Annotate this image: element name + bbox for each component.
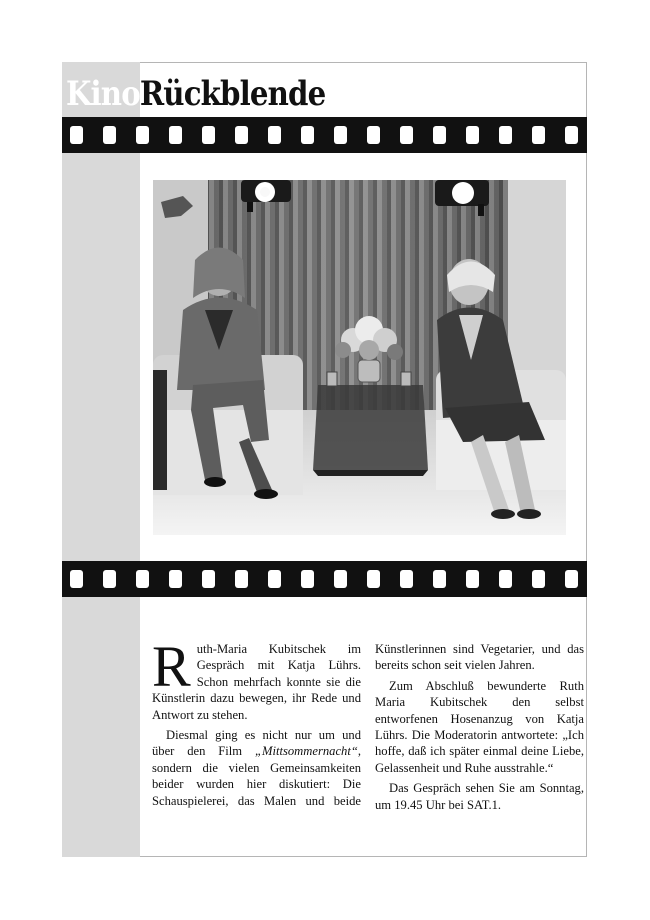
film-sprocket-hole: [565, 126, 578, 144]
film-sprocket-hole: [301, 570, 314, 588]
film-sprocket-hole: [103, 570, 116, 588]
film-sprocket-hole: [433, 570, 446, 588]
film-sprocket-hole: [202, 126, 215, 144]
studio-photo-image: [153, 180, 566, 535]
film-sprocket-hole: [565, 570, 578, 588]
article-paragraph-3: Zum Abschluß bewunderte Ruth Maria Kubitschek den selbst entworfenen Hosenanzug von Katja Lührs. Die Moderatorin antwortete: „Ich hoffe, daß ich später einmal deine Liebe, Gelassenheit und Ruhe ausstrahle.“: [375, 678, 584, 775]
film-sprocket-hole: [268, 126, 281, 144]
film-sprocket-hole: [334, 570, 347, 588]
article-text: [152, 634, 584, 841]
film-sprocket-hole: [400, 126, 413, 144]
film-sprocket-hole: [367, 570, 380, 588]
film-sprocket-hole: [466, 570, 479, 588]
film-sprocket-hole: [235, 126, 248, 144]
article-dropcap: R: [152, 634, 191, 699]
film-sprocket-hole: [400, 570, 413, 588]
film-sprocket-hole: [268, 570, 281, 588]
film-sprocket-hole: [169, 570, 182, 588]
article-paragraph-2-rest: , sondern die vielen Gemeinsamkeiten beider wurden hier diskutiert: Die Schauspielerei, das Malen und beide Künstlerinnen sind Vegetarier, und das bereits schon seit vielen Jahren.: [152, 642, 584, 808]
film-sprocket-hole: [301, 126, 314, 144]
filmstrip-bottom: [62, 561, 587, 597]
film-sprocket-hole: [532, 570, 545, 588]
article-paragraph-1-text: uth-Maria Kubitschek im Gespräch mit Katja Lührs. Schon mehrfach konnte sie die Künstlerin dazu bewegen, ihr Rede und Antwort zu stehen.: [152, 642, 361, 722]
film-sprocket-hole: [70, 570, 83, 588]
glass-table: [313, 372, 428, 476]
headline-kino: Kino: [66, 74, 140, 114]
film-title: „Mittsommernacht“: [254, 744, 358, 759]
article-paragraph-2-lead: Diesmal ging es nicht nur um und über den Film: [152, 728, 361, 759]
film-sprocket-hole: [70, 126, 83, 144]
film-sprocket-hole: [334, 126, 347, 144]
film-sprocket-hole: [103, 126, 116, 144]
film-sprocket-hole: [169, 126, 182, 144]
side-gray-band: [62, 62, 140, 857]
article-paragraph-4: Das Gespräch sehen Sie am Sonntag, um 19.45 Uhr bei SAT.1.: [375, 781, 584, 812]
film-sprocket-hole: [499, 126, 512, 144]
headline-rueckblende: Rückblende: [139, 74, 326, 114]
article-paragraph-1: [152, 634, 361, 723]
film-sprocket-hole: [235, 570, 248, 588]
film-sprocket-hole: [532, 126, 545, 144]
studio-photo: [153, 180, 566, 535]
headline: [66, 72, 325, 116]
film-sprocket-hole: [367, 126, 380, 144]
film-sprocket-hole: [136, 570, 149, 588]
film-sprocket-hole: [433, 126, 446, 144]
film-sprocket-hole: [136, 126, 149, 144]
film-sprocket-hole: [466, 126, 479, 144]
film-sprocket-hole: [499, 570, 512, 588]
filmstrip-top: [62, 117, 587, 153]
film-sprocket-hole: [202, 570, 215, 588]
